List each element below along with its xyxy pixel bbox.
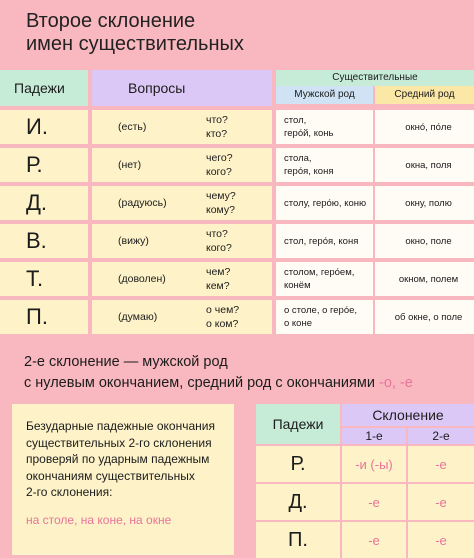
t2-header-1e: 1-е bbox=[342, 428, 406, 444]
t2-header-decl: Склонение bbox=[342, 404, 474, 426]
question-cell: (радуюсь) чему? кому? bbox=[92, 186, 272, 220]
neut-ending-cell: окно́, по́ле bbox=[375, 110, 474, 144]
t2-header-2e: 2-е bbox=[408, 428, 474, 444]
header-masc: Мужской род bbox=[276, 86, 373, 104]
masc-ending-cell: стола, геро́я, коня bbox=[276, 148, 373, 182]
t2-ending-2e: -е bbox=[408, 446, 474, 482]
case-cell: Т. bbox=[0, 262, 88, 296]
t2-header-cases: Падежи bbox=[256, 404, 340, 444]
masc-ending-cell: о столе, о геро́е, о коне bbox=[276, 300, 373, 334]
t2-case-cell: Д. bbox=[256, 484, 340, 520]
header-neut: Средний род bbox=[375, 86, 474, 104]
question-cell: (думаю) о чем? о ком? bbox=[92, 300, 272, 334]
note-box: Безударные падежные окончания существительных 2-го склонения проверяй по ударным падежным окончаниям существительных 2-го склонения: на столе, на коне, на окне bbox=[12, 404, 234, 555]
case-cell: Д. bbox=[0, 186, 88, 220]
header-cases: Падежи bbox=[0, 70, 88, 106]
masc-ending-cell: стол, геро́й, конь bbox=[276, 110, 373, 144]
masc-ending-cell: столу, геро́ю, коню bbox=[276, 186, 373, 220]
t2-case-cell: Р. bbox=[256, 446, 340, 482]
case-cell: Р. bbox=[0, 148, 88, 182]
question-cell: (есть) что? кто? bbox=[92, 110, 272, 144]
neut-ending-cell: об окне, о поле bbox=[375, 300, 474, 334]
masc-ending-cell: столом, геро́ем, конём bbox=[276, 262, 373, 296]
t2-ending-1e: -и (-ы) bbox=[342, 446, 406, 482]
title-line-1: Второе склонение bbox=[26, 10, 196, 32]
rule-line-2: с нулевым окончанием, средний род с окончаниями -о, -е bbox=[24, 375, 413, 391]
case-cell: П. bbox=[0, 300, 88, 334]
question-cell: (доволен) чем? кем? bbox=[92, 262, 272, 296]
neut-ending-cell: окном, полем bbox=[375, 262, 474, 296]
question-cell: (вижу) что? кого? bbox=[92, 224, 272, 258]
rule-text bbox=[24, 352, 413, 394]
neut-ending-cell: окну, полю bbox=[375, 186, 474, 220]
neut-ending-cell: окно, поле bbox=[375, 224, 474, 258]
t2-ending-1e: -е bbox=[342, 484, 406, 520]
question-cell: (нет) чего? кого? bbox=[92, 148, 272, 182]
case-cell: И. bbox=[0, 110, 88, 144]
t2-ending-1e: -е bbox=[342, 522, 406, 558]
masc-ending-cell: стол, геро́я, коня bbox=[276, 224, 373, 258]
header-nouns: Существительные bbox=[276, 70, 474, 86]
rule-line-1: 2-е склонение — мужской род bbox=[24, 354, 228, 370]
t2-ending-2e: -е bbox=[408, 484, 474, 520]
header-questions: Вопросы bbox=[92, 70, 272, 106]
note-example: на столе, на коне, на окне bbox=[26, 512, 172, 527]
case-cell: В. bbox=[0, 224, 88, 258]
page-title bbox=[26, 10, 244, 56]
title-line-2: имен существительных bbox=[26, 33, 244, 55]
t2-case-cell: П. bbox=[256, 522, 340, 558]
t2-ending-2e: -е bbox=[408, 522, 474, 558]
neut-ending-cell: окна, поля bbox=[375, 148, 474, 182]
